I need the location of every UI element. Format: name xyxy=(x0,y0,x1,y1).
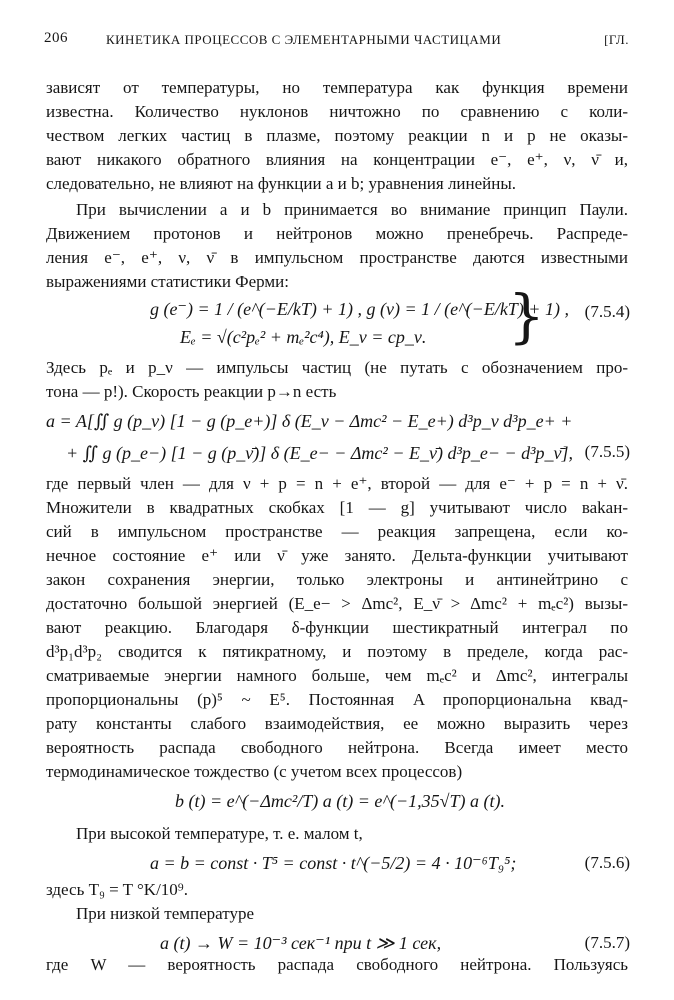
equation-energy: Eₑ = √(c²pₑ² + mₑ²c⁴), E_ν = cp_ν. xyxy=(180,327,427,347)
text-line: выражениями статистики Ферми: xyxy=(46,272,289,291)
text-line: чеством легких частиц в плазме, поэтому реакции n и p не оказы- xyxy=(46,126,628,145)
running-header xyxy=(44,30,629,52)
chapter-mark: [ГЛ. xyxy=(604,32,629,47)
text-line: вероятность распада свободного нейтрона. Всегда имеет место xyxy=(46,738,628,757)
running-title: КИНЕТИКА ПРОЦЕССОВ С ЭЛЕМЕНТАРНЫМИ ЧАСТИЦАМИ xyxy=(106,32,502,47)
text-line: ления e⁻, e⁺, ν, ν̄ в импульсном пространстве даются известными xyxy=(46,248,628,267)
text-line: пропорциональны (p)⁵ ~ E⁵. Постоянная A пропорциональна квад- xyxy=(46,690,628,709)
text-line: где первый член — для ν + p = n + e⁺, второй — для e⁻ + p = n + ν̄. xyxy=(46,474,628,493)
equation-low-temperature: a (t) → W = 10⁻³ сек⁻¹ при t ≫ 1 сек, xyxy=(160,933,442,953)
equation-number: (7.5.5) xyxy=(584,442,630,461)
text-line: сматриваемые энергии намного больше, чем mₑc² и Δmc², интегралы xyxy=(46,666,628,685)
text-line: Здесь pₑ и p_ν — импульсы частиц (не путать с обозначением про- xyxy=(46,358,628,377)
equation-number: (7.5.6) xyxy=(584,853,630,872)
paragraph-start: При низкой температуре xyxy=(76,904,255,923)
text-line: вают никакого обратного влияния на концентрации e⁻, e⁺, ν, ν̄ и, xyxy=(46,150,628,169)
text-line: Движением протонов и нейтронов можно пренебречь. Распреде- xyxy=(46,224,628,243)
right-brace: } xyxy=(508,282,545,350)
text-line: вают реакцию. Благодаря δ-функции шестикратный интеграл по xyxy=(46,618,628,637)
text-line: следовательно, не влияют на функции a и b; уравнения линейны. xyxy=(46,174,517,193)
text-line: тона — p!). Скорость реакции p→n есть xyxy=(46,382,337,401)
equation-reaction-rate-2: + ∬ g (p_e−) [1 − g (p_ν̄)] δ (E_e− − Δmc² − E_ν̄) d³p_e− − d³p_ν̄], xyxy=(66,443,574,463)
paragraph-start: При вычислении a и b принимается во внимание принцип Паули. xyxy=(76,200,628,219)
text-line: d³p₁d³p₂ сводится к пятикратному, и поэтому в пределе, когда рас- xyxy=(46,642,628,661)
text-line: здесь T₉ = T °K/10⁹. xyxy=(46,880,188,899)
text-line: термодинамическое тождество (с учетом всех процессов) xyxy=(46,762,463,781)
equation-number: (7.5.4) xyxy=(584,302,630,321)
equation-fermi-distribution: g (e⁻) = 1 / (e^(−E/kT) + 1) , g (ν) = 1 / (e^(−E/kT) + 1) , xyxy=(150,299,569,319)
equation-high-temperature: a = b = const · T⁵ = const · t^(−5/2) = 4 · 10⁻⁶T₉⁵; xyxy=(150,853,517,873)
equation-thermodynamic-identity: b (t) = e^(−Δmc²/T) a (t) = e^(−1,35√T) a (t). xyxy=(174,791,506,811)
text-line: нечное состояние e⁺ или ν̄ уже занято. Дельта-функции учитывают xyxy=(46,546,628,565)
equation-number: (7.5.7) xyxy=(584,933,630,952)
page-number: 206 xyxy=(44,30,68,46)
text-line: достаточно большой энергией (E_e− > Δmc², E_ν̄ > Δmc² + mₑc²) вызы- xyxy=(46,594,628,613)
text-line: рату константы слабого взаимодействия, ее можно выразить через xyxy=(46,714,628,733)
text-line: Множители в квадратных скобках [1 — g] учитывают число ваkан- xyxy=(46,498,628,517)
text-line: зависят от температуры, но температура как функция времени xyxy=(46,78,628,97)
text-line: где W — вероятность распада свободного нейтрона. Пользуясь xyxy=(46,955,628,974)
text-line: закон сохранения энергии, только электроны и антинейтрино с xyxy=(46,570,628,589)
equation-reaction-rate-1: a = A[∬ g (p_ν) [1 − g (p_e+)] δ (E_ν − Δmc² − E_e+) d³p_ν d³p_e+ + xyxy=(46,411,573,431)
text-line: известна. Количество нуклонов ничтожно по сравнению с коли- xyxy=(46,102,628,121)
paragraph-start: При высокой температуре, т. е. малом t, xyxy=(76,824,363,843)
text-line: сий в импульсном пространстве — реакция запрещена, если ко- xyxy=(46,522,628,541)
